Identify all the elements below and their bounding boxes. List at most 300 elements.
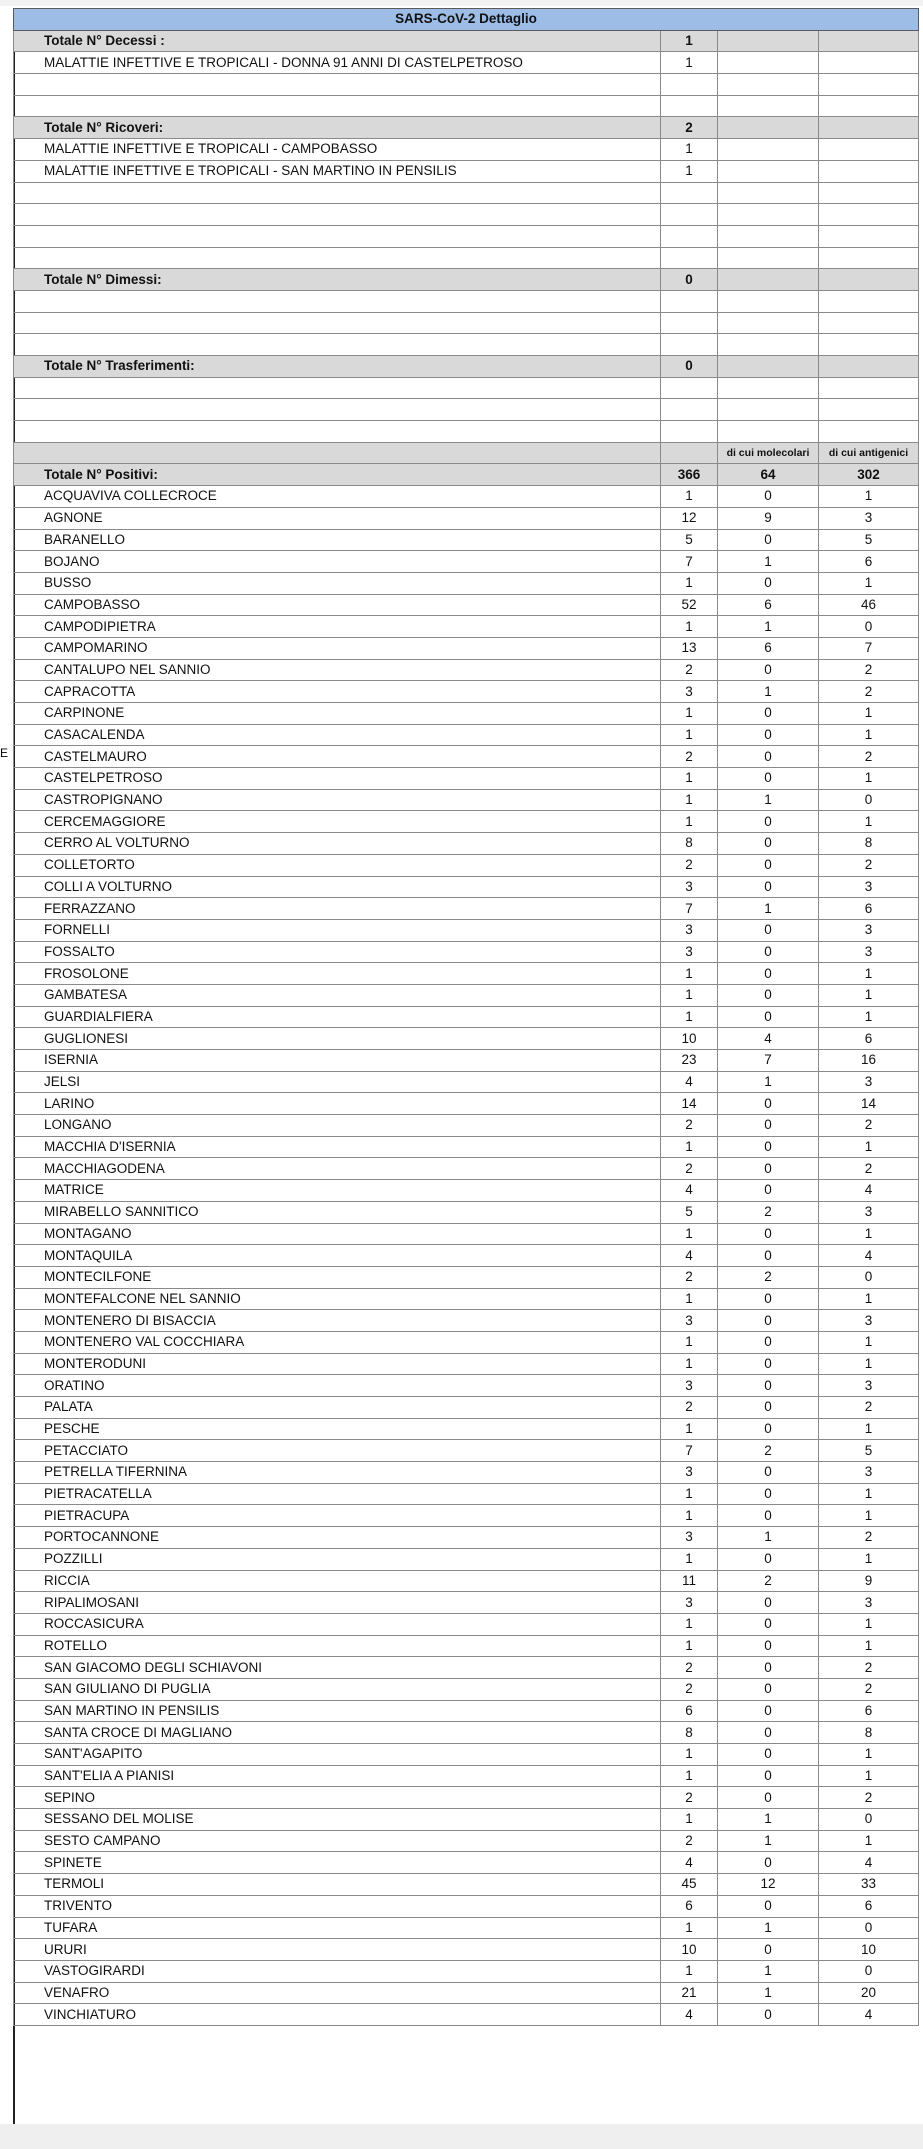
municipality-name: PIETRACUPA [14,1505,661,1527]
municipality-molecolari: 2 [718,1570,819,1592]
municipality-name: RIPALIMOSANI [14,1592,661,1614]
empty-cell [661,225,718,247]
municipality-molecolari: 0 [718,854,819,876]
municipality-row [14,1917,919,1939]
positives-antigenici: 302 [819,464,919,486]
empty-cell [718,399,819,421]
municipality-antigenici: 2 [819,1115,919,1137]
municipality-total: 3 [661,1527,718,1549]
empty-cell [718,52,819,74]
municipality-antigenici: 6 [819,1028,919,1050]
municipality-name: MONTAQUILA [14,1245,661,1267]
municipality-row [14,919,919,941]
municipality-row [14,1158,919,1180]
municipality-total: 3 [661,1310,718,1332]
municipality-row [14,1310,919,1332]
municipality-molecolari: 0 [718,1657,819,1679]
municipality-antigenici: 2 [819,1657,919,1679]
municipality-name: GAMBATESA [14,984,661,1006]
municipality-antigenici: 1 [819,1331,919,1353]
municipality-total: 3 [661,681,718,703]
municipality-name: TRIVENTO [14,1895,661,1917]
municipality-name: MIRABELLO SANNITICO [14,1201,661,1223]
edge-fragment-text: E [0,746,9,760]
municipality-antigenici: 20 [819,1982,919,2004]
municipality-molecolari: 0 [718,746,819,768]
municipality-name: GUGLIONESI [14,1028,661,1050]
section-total: 0 [661,269,718,291]
municipality-row [14,1722,919,1744]
municipality-name: ROCCASICURA [14,1613,661,1635]
municipality-molecolari: 0 [718,1353,819,1375]
municipality-total: 1 [661,1288,718,1310]
municipality-total: 2 [661,1787,718,1809]
municipality-antigenici: 9 [819,1570,919,1592]
municipality-molecolari: 0 [718,876,819,898]
municipality-total: 13 [661,637,718,659]
municipality-antigenici: 6 [819,898,919,920]
municipality-total: 1 [661,1505,718,1527]
empty-cell [819,356,919,378]
municipality-antigenici: 1 [819,1505,919,1527]
municipality-name: PETRELLA TIFERNINA [14,1462,661,1484]
municipality-total: 1 [661,1744,718,1766]
empty-cell [661,334,718,356]
municipality-molecolari: 0 [718,811,819,833]
municipality-name: MONTEFALCONE NEL SANNIO [14,1288,661,1310]
blank-row [14,312,919,334]
municipality-antigenici: 1 [819,486,919,508]
positives-subheader-row [14,442,919,464]
municipality-name: SAN GIULIANO DI PUGLIA [14,1678,661,1700]
municipality-row [14,1266,919,1288]
municipality-antigenici: 1 [819,724,919,746]
blank-row [14,399,919,421]
municipality-antigenici: 33 [819,1874,919,1896]
municipality-name: CASACALENDA [14,724,661,746]
municipality-total: 1 [661,703,718,725]
municipality-antigenici: 1 [819,984,919,1006]
municipality-total: 7 [661,551,718,573]
municipality-molecolari: 0 [718,1310,819,1332]
municipality-row [14,1093,919,1115]
municipality-row [14,681,919,703]
municipality-antigenici: 1 [819,1548,919,1570]
municipality-molecolari: 0 [718,703,819,725]
empty-cell [819,182,919,204]
municipality-row [14,1136,919,1158]
empty-cell [661,442,718,464]
municipality-antigenici: 1 [819,1288,919,1310]
municipality-total: 6 [661,1700,718,1722]
municipality-total: 1 [661,1613,718,1635]
row-value: 1 [661,52,718,74]
empty-cell [718,204,819,226]
municipality-antigenici: 4 [819,2004,919,2026]
municipality-name: MONTECILFONE [14,1266,661,1288]
municipality-total: 1 [661,1548,718,1570]
municipality-total: 2 [661,659,718,681]
section-label: Totale N° Dimessi: [14,269,661,291]
section-header-row [14,117,919,139]
empty-cell [661,95,718,117]
section-header-row [14,269,919,291]
municipality-total: 1 [661,724,718,746]
empty-cell [819,312,919,334]
empty-cell [718,117,819,139]
municipality-row [14,594,919,616]
municipality-total: 5 [661,1201,718,1223]
municipality-name: LONGANO [14,1115,661,1137]
municipality-molecolari: 1 [718,1982,819,2004]
empty-cell [14,334,661,356]
municipality-row [14,1678,919,1700]
municipality-molecolari: 0 [718,572,819,594]
municipality-row [14,2004,919,2026]
municipality-antigenici: 2 [819,681,919,703]
municipality-row [14,1830,919,1852]
municipality-total: 10 [661,1939,718,1961]
municipality-total: 1 [661,789,718,811]
blank-row [14,74,919,96]
municipality-row [14,963,919,985]
municipality-row [14,1375,919,1397]
municipality-total: 2 [661,746,718,768]
municipality-row [14,1852,919,1874]
municipality-row [14,1809,919,1831]
municipality-molecolari: 0 [718,1223,819,1245]
row-description: MALATTIE INFETTIVE E TROPICALI - DONNA 91 ANNI DI CASTELPETROSO [14,52,661,74]
municipality-antigenici: 4 [819,1180,919,1202]
municipality-antigenici: 8 [819,1722,919,1744]
municipality-antigenici: 1 [819,1635,919,1657]
municipality-antigenici: 2 [819,1787,919,1809]
empty-cell [718,269,819,291]
municipality-name: VINCHIATURO [14,2004,661,2026]
municipality-molecolari: 0 [718,486,819,508]
blank-row [14,95,919,117]
municipality-antigenici: 3 [819,1462,919,1484]
municipality-row [14,1874,919,1896]
municipality-antigenici: 3 [819,919,919,941]
municipality-total: 2 [661,1266,718,1288]
empty-cell [718,421,819,443]
municipality-name: PALATA [14,1397,661,1419]
municipality-antigenici: 2 [819,659,919,681]
municipality-antigenici: 0 [819,1960,919,1982]
municipality-row [14,1657,919,1679]
municipality-total: 2 [661,1115,718,1137]
section-label: Totale N° Ricoveri: [14,117,661,139]
municipality-row [14,1028,919,1050]
municipality-name: CASTROPIGNANO [14,789,661,811]
municipality-molecolari: 0 [718,1397,819,1419]
empty-cell [819,160,919,182]
municipality-row [14,1939,919,1961]
municipality-total: 5 [661,529,718,551]
empty-cell [14,204,661,226]
empty-cell [661,399,718,421]
municipality-row [14,616,919,638]
section-total: 2 [661,117,718,139]
municipality-name: RICCIA [14,1570,661,1592]
municipality-total: 3 [661,876,718,898]
municipality-antigenici: 3 [819,876,919,898]
empty-cell [819,225,919,247]
municipality-molecolari: 0 [718,1765,819,1787]
municipality-total: 7 [661,1440,718,1462]
municipality-row [14,1613,919,1635]
municipality-antigenici: 0 [819,1917,919,1939]
municipality-name: CASTELMAURO [14,746,661,768]
municipality-antigenici: 1 [819,1830,919,1852]
municipality-molecolari: 0 [718,1722,819,1744]
municipality-total: 1 [661,1809,718,1831]
municipality-molecolari: 12 [718,1874,819,1896]
blank-row [14,334,919,356]
empty-cell [661,377,718,399]
municipality-name: MONTAGANO [14,1223,661,1245]
municipality-row [14,1201,919,1223]
empty-cell [14,95,661,117]
municipality-antigenici: 0 [819,1266,919,1288]
municipality-antigenici: 6 [819,551,919,573]
title-row [14,9,919,31]
municipality-row [14,1006,919,1028]
municipality-name: MONTERODUNI [14,1353,661,1375]
municipality-total: 3 [661,1592,718,1614]
municipality-total: 11 [661,1570,718,1592]
municipality-total: 1 [661,1765,718,1787]
municipality-antigenici: 16 [819,1050,919,1072]
municipality-total: 8 [661,1722,718,1744]
municipality-name: ACQUAVIVA COLLECROCE [14,486,661,508]
municipality-antigenici: 4 [819,1245,919,1267]
positives-total-row [14,464,919,486]
municipality-total: 4 [661,1071,718,1093]
municipality-row [14,1331,919,1353]
municipality-molecolari: 1 [718,1917,819,1939]
empty-cell [718,290,819,312]
row-value: 1 [661,160,718,182]
detail-table [13,8,919,2026]
empty-cell [718,30,819,52]
empty-cell [819,377,919,399]
blank-row [14,182,919,204]
municipality-name: BARANELLO [14,529,661,551]
municipality-molecolari: 0 [718,1700,819,1722]
section-label: Totale N° Trasferimenti: [14,356,661,378]
section-label: Totale N° Decessi : [14,30,661,52]
municipality-antigenici: 1 [819,811,919,833]
municipality-name: BOJANO [14,551,661,573]
municipality-molecolari: 0 [718,1895,819,1917]
spreadsheet-sheet [0,6,923,2124]
municipality-total: 1 [661,572,718,594]
municipality-name: SESSANO DEL MOLISE [14,1809,661,1831]
municipality-molecolari: 9 [718,507,819,529]
table-title: SARS-CoV-2 Dettaglio [14,9,919,31]
empty-cell [14,312,661,334]
municipality-molecolari: 0 [718,1852,819,1874]
municipality-molecolari: 0 [718,1787,819,1809]
municipality-antigenici: 3 [819,1201,919,1223]
empty-cell [14,247,661,269]
municipality-total: 1 [661,1917,718,1939]
municipality-molecolari: 1 [718,1830,819,1852]
empty-cell [819,95,919,117]
municipality-row [14,1483,919,1505]
blank-row [14,204,919,226]
municipality-row [14,768,919,790]
municipality-name: SPINETE [14,1852,661,1874]
municipality-antigenici: 1 [819,703,919,725]
empty-cell [819,399,919,421]
municipality-molecolari: 0 [718,1115,819,1137]
municipality-total: 2 [661,1158,718,1180]
municipality-molecolari: 2 [718,1201,819,1223]
municipality-name: URURI [14,1939,661,1961]
municipality-molecolari: 0 [718,1331,819,1353]
empty-cell [819,139,919,161]
municipality-molecolari: 1 [718,789,819,811]
empty-cell [661,421,718,443]
municipality-total: 2 [661,1657,718,1679]
municipality-antigenici: 3 [819,507,919,529]
municipality-antigenici: 3 [819,1071,919,1093]
municipality-total: 1 [661,984,718,1006]
municipality-total: 1 [661,1223,718,1245]
empty-cell [661,290,718,312]
municipality-name: SANT'ELIA A PIANISI [14,1765,661,1787]
municipality-molecolari: 0 [718,1418,819,1440]
municipality-total: 1 [661,1483,718,1505]
blank-row [14,290,919,312]
municipality-molecolari: 0 [718,1158,819,1180]
municipality-name: LARINO [14,1093,661,1115]
empty-cell [718,139,819,161]
municipality-name: ORATINO [14,1375,661,1397]
municipality-molecolari: 0 [718,1744,819,1766]
empty-cell [661,312,718,334]
empty-cell [819,52,919,74]
municipality-antigenici: 8 [819,833,919,855]
municipality-name: SAN GIACOMO DEGLI SCHIAVONI [14,1657,661,1679]
municipality-name: PESCHE [14,1418,661,1440]
municipality-molecolari: 1 [718,681,819,703]
municipality-antigenici: 3 [819,1310,919,1332]
municipality-row [14,1592,919,1614]
municipality-antigenici: 7 [819,637,919,659]
municipality-molecolari: 6 [718,637,819,659]
municipality-row [14,659,919,681]
municipality-row [14,1440,919,1462]
municipality-molecolari: 0 [718,1678,819,1700]
municipality-name: CERCEMAGGIORE [14,811,661,833]
municipality-name: CAPRACOTTA [14,681,661,703]
municipality-antigenici: 10 [819,1939,919,1961]
municipality-molecolari: 0 [718,1462,819,1484]
empty-cell [14,421,661,443]
col-header-antigenici: di cui antigenici [819,442,919,464]
municipality-row [14,811,919,833]
municipality-row [14,1787,919,1809]
municipality-antigenici: 2 [819,854,919,876]
municipality-row [14,1570,919,1592]
table-row [14,160,919,182]
section-total: 0 [661,356,718,378]
municipality-total: 7 [661,898,718,920]
table-row [14,52,919,74]
municipality-molecolari: 0 [718,1245,819,1267]
empty-cell [718,356,819,378]
municipality-molecolari: 1 [718,1960,819,1982]
municipality-row [14,703,919,725]
municipality-antigenici: 1 [819,1418,919,1440]
municipality-name: SESTO CAMPANO [14,1830,661,1852]
municipality-name: GUARDIALFIERA [14,1006,661,1028]
municipality-molecolari: 0 [718,1136,819,1158]
municipality-molecolari: 0 [718,768,819,790]
municipality-row [14,941,919,963]
municipality-total: 4 [661,1180,718,1202]
municipality-row [14,833,919,855]
municipality-name: SAN MARTINO IN PENSILIS [14,1700,661,1722]
municipality-molecolari: 0 [718,1548,819,1570]
municipality-molecolari: 6 [718,594,819,616]
empty-cell [819,290,919,312]
municipality-row [14,746,919,768]
municipality-total: 4 [661,1245,718,1267]
empty-cell [14,182,661,204]
empty-cell [819,74,919,96]
municipality-antigenici: 1 [819,1765,919,1787]
municipality-row [14,551,919,573]
municipality-molecolari: 2 [718,1266,819,1288]
municipality-name: PETACCIATO [14,1440,661,1462]
municipality-name: MATRICE [14,1180,661,1202]
municipality-name: POZZILLI [14,1548,661,1570]
empty-cell [661,247,718,269]
municipality-total: 1 [661,486,718,508]
municipality-row [14,984,919,1006]
municipality-antigenici: 5 [819,529,919,551]
municipality-row [14,1635,919,1657]
municipality-total: 6 [661,1895,718,1917]
municipality-molecolari: 1 [718,898,819,920]
municipality-name: ROTELLO [14,1635,661,1657]
municipality-row [14,1397,919,1419]
municipality-row [14,1418,919,1440]
municipality-row [14,1115,919,1137]
municipality-total: 1 [661,811,718,833]
municipality-antigenici: 0 [819,789,919,811]
empty-cell [14,442,661,464]
municipality-row [14,1527,919,1549]
municipality-total: 3 [661,941,718,963]
empty-cell [718,160,819,182]
municipality-molecolari: 0 [718,1375,819,1397]
municipality-total: 4 [661,1852,718,1874]
municipality-total: 1 [661,1418,718,1440]
municipality-name: VASTOGIRARDI [14,1960,661,1982]
municipality-antigenici: 2 [819,1397,919,1419]
municipality-antigenici: 1 [819,1483,919,1505]
municipality-molecolari: 0 [718,963,819,985]
municipality-name: SEPINO [14,1787,661,1809]
municipality-total: 14 [661,1093,718,1115]
table-row [14,139,919,161]
